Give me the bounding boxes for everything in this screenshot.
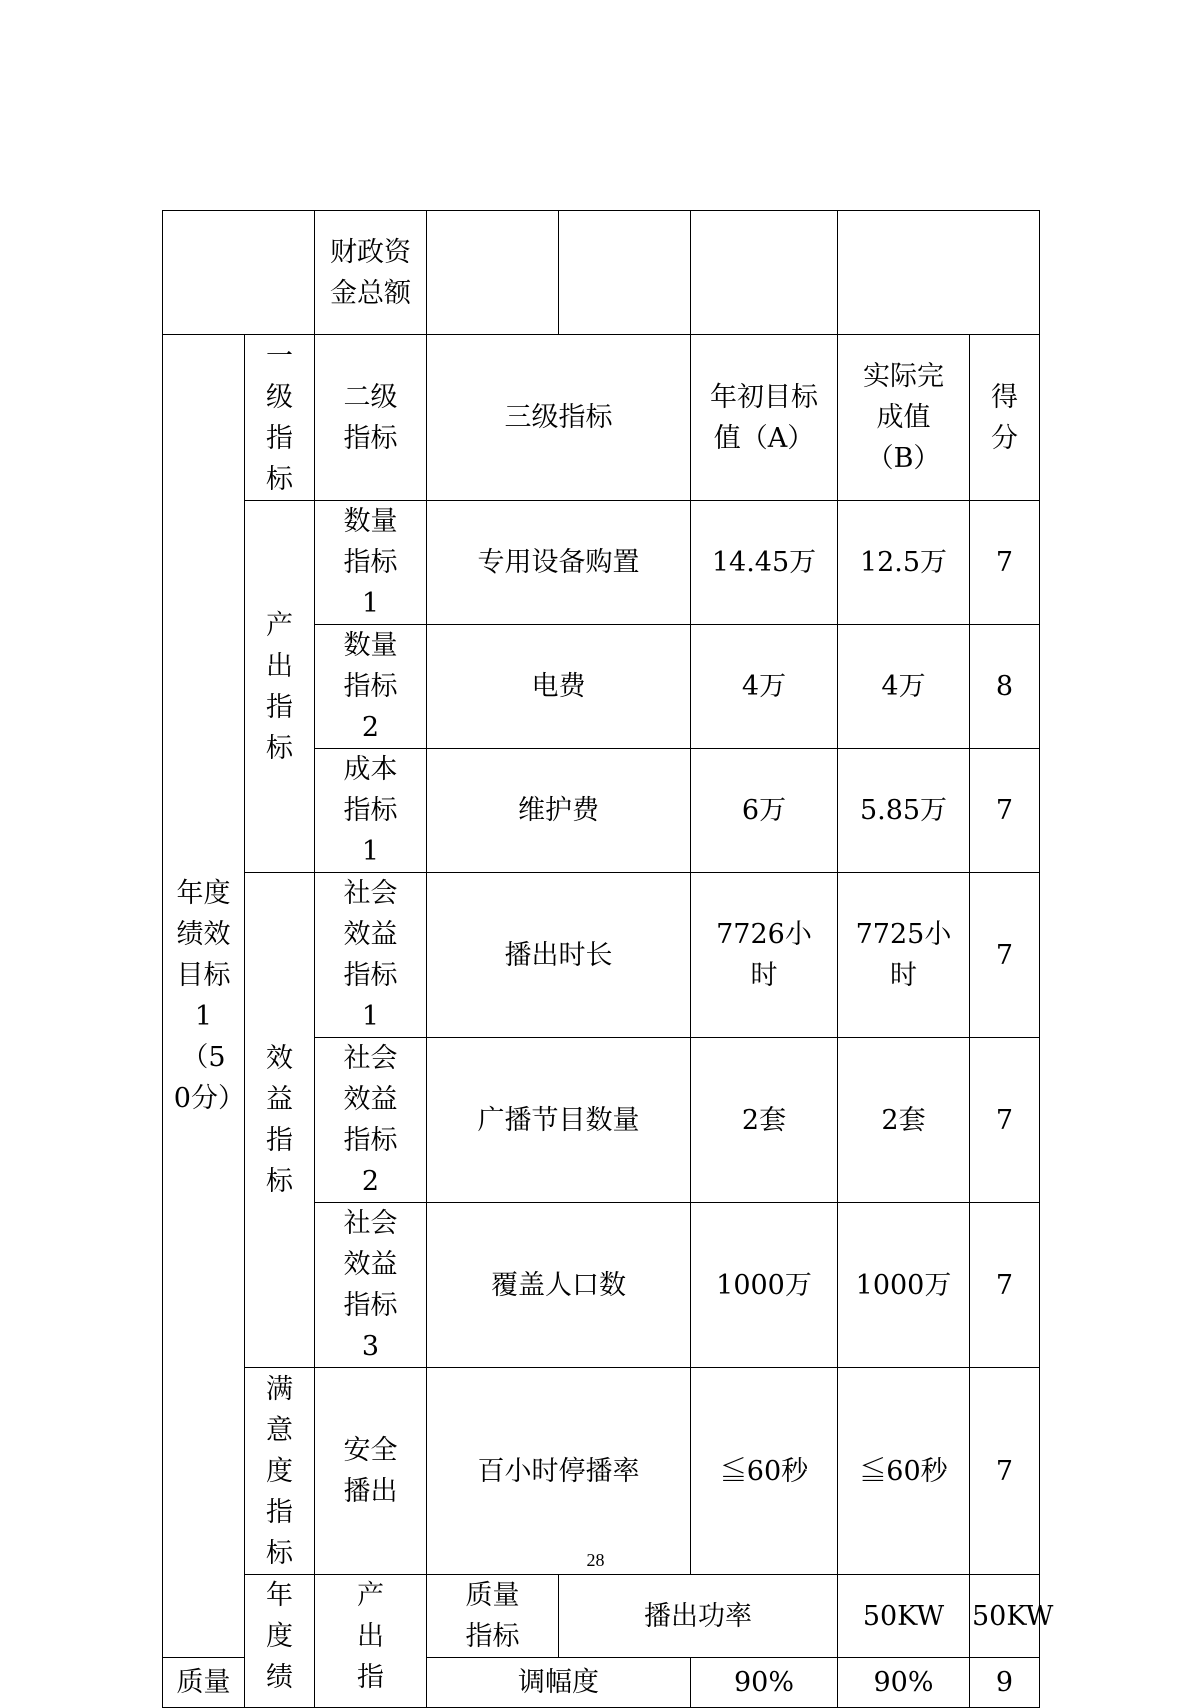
level2-cell: 成本指标1 (315, 749, 427, 873)
actual-cell: ≦60秒 (838, 1368, 970, 1575)
goal1-label: 年度绩效目标1（50分） (163, 335, 245, 1658)
target-cell: ≦60秒 (691, 1368, 838, 1575)
table-row (163, 1575, 1040, 1658)
blank-cell (163, 211, 315, 335)
page-number: 28 (586, 1550, 605, 1570)
score-cell: 7 (970, 501, 1040, 625)
target-cell: 2套 (691, 1038, 838, 1203)
actual-cell: 2套 (838, 1038, 970, 1203)
table-row (163, 1368, 1040, 1575)
actual-cell: 1000万 (838, 1203, 970, 1368)
target-cell: 50KW (838, 1575, 970, 1658)
level2-cell: 社会效益指标3 (315, 1203, 427, 1368)
blank-cell (559, 211, 691, 335)
level3-cell: 维护费 (427, 749, 691, 873)
level3-cell: 覆盖人口数 (427, 1203, 691, 1368)
col-target: 年初目标值（A） (691, 335, 838, 501)
target-cell: 1000万 (691, 1203, 838, 1368)
col-level1: 一级指标 (245, 335, 315, 501)
level3-cell: 播出功率 (559, 1575, 838, 1658)
level2-cell: 质量指标 (427, 1575, 559, 1658)
target-cell: 14.45万 (691, 501, 838, 625)
col-actual: 实际完成值（B） (838, 335, 970, 501)
score-cell: 7 (970, 1203, 1040, 1368)
level2-cell: 数量指标1 (315, 501, 427, 625)
actual-cell: 4万 (838, 625, 970, 749)
target-cell: 4万 (691, 625, 838, 749)
fund-row (163, 211, 1040, 335)
fund-total-label: 财政资金总额 (315, 211, 427, 335)
level3-cell: 电费 (427, 625, 691, 749)
level1-cell: 产出指标 (245, 501, 315, 873)
blank-cell (838, 211, 1040, 335)
col-score: 得分 (970, 335, 1040, 501)
blank-cell (427, 211, 559, 335)
level3-cell: 专用设备购置 (427, 501, 691, 625)
level3-cell: 播出时长 (427, 873, 691, 1038)
level2-cell: 社会效益指标1 (315, 873, 427, 1038)
col-level3: 三级指标 (427, 335, 691, 501)
score-cell: 7 (970, 873, 1040, 1038)
table-row (163, 501, 1040, 625)
score-cell: 7 (970, 1368, 1040, 1575)
col-level2: 二级指标 (315, 335, 427, 501)
table-row (163, 873, 1040, 1038)
target-cell: 7726小时 (691, 873, 838, 1038)
level1-cell: 效益指标 (245, 873, 315, 1368)
actual-cell: 50KW (970, 1575, 1040, 1658)
actual-cell: 5.85万 (838, 749, 970, 873)
blank-cell (691, 211, 838, 335)
performance-table (162, 210, 1054, 1708)
score-cell: 7 (970, 1038, 1040, 1203)
level1-cell: 产出指 (315, 1575, 427, 1708)
header-row (163, 335, 1040, 501)
level1-cell: 满意度指标 (245, 1368, 315, 1575)
target-cell: 6万 (691, 749, 838, 873)
level3-cell: 调幅度 (427, 1658, 691, 1708)
actual-cell: 90% (838, 1658, 970, 1708)
level2-cell: 社会效益指标2 (315, 1038, 427, 1203)
goal2-label: 年度绩 (245, 1575, 315, 1708)
score-cell: 7 (970, 749, 1040, 873)
level3-cell: 广播节目数量 (427, 1038, 691, 1203)
score-cell: 8 (970, 625, 1040, 749)
level2-cell: 数量指标2 (315, 625, 427, 749)
level3-cell: 百小时停播率 (427, 1368, 691, 1575)
score-cell: 9 (970, 1658, 1040, 1708)
level2-cell: 安全播出 (315, 1368, 427, 1575)
level2-cell: 质量 (163, 1658, 245, 1708)
target-cell: 90% (691, 1658, 838, 1708)
actual-cell: 12.5万 (838, 501, 970, 625)
actual-cell: 7725小时 (838, 873, 970, 1038)
